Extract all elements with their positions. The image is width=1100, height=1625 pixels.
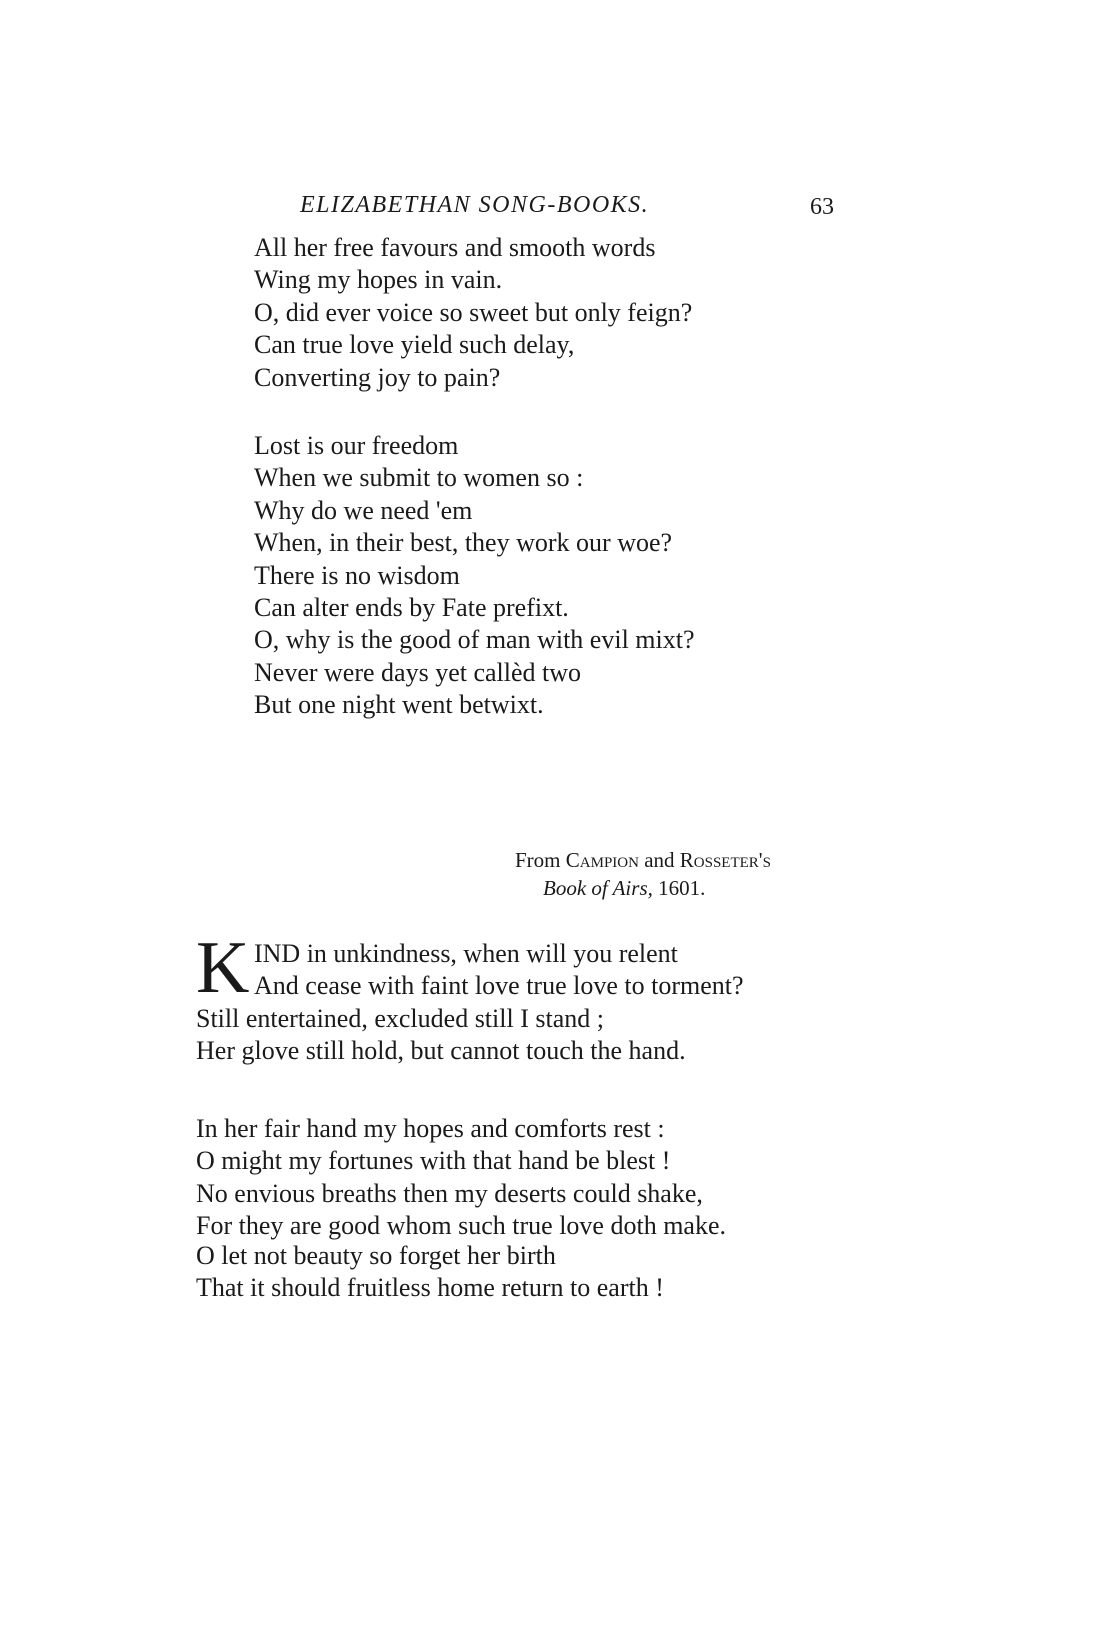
verse-line: O, why is the good of man with evil mixt?: [254, 625, 695, 655]
source-and: and: [644, 848, 675, 872]
running-title: ELIZABETHAN SONG-BOOKS.: [300, 192, 650, 218]
verse-line: O might my fortunes with that hand be blest !: [196, 1146, 671, 1176]
source-from: From: [515, 848, 561, 872]
verse-line: Why do we need 'em: [254, 495, 473, 525]
verse-line: O let not beauty so forget her birth: [196, 1241, 556, 1270]
verse-line: That it should fruitless home return to earth !: [196, 1273, 664, 1303]
source-author-2: Rosseter's: [679, 848, 771, 872]
verse-line: Her glove still hold, but cannot touch the hand.: [196, 1036, 686, 1066]
verse-line: There is no wisdom: [254, 560, 460, 590]
verse-line: Never were days yet callèd two: [254, 657, 582, 687]
verse-line: Still entertained, excluded still I stand ;: [196, 1003, 604, 1033]
source-author-1: Campion: [565, 848, 639, 872]
stanza-2: [254, 430, 695, 722]
verse-line: When, in their best, they work our woe?: [254, 528, 673, 558]
verse-line: Can true love yield such delay,: [254, 330, 575, 360]
source-book: Book of Airs,: [543, 876, 653, 900]
verse-line: But one night went betwixt.: [254, 690, 544, 720]
verse-line: Can alter ends by Fate prefixt.: [254, 593, 569, 623]
verse-line: Lost is our freedom: [254, 431, 459, 460]
poem-stanza-2: [196, 1113, 726, 1243]
verse-line: IND in unkindness, when will you relent: [254, 939, 678, 968]
source-year: 1601.: [658, 876, 706, 900]
poem-stanza-1: [196, 938, 744, 1068]
verse-line: Converting joy to pain?: [254, 362, 501, 392]
verse-line: Wing my hopes in vain.: [254, 265, 503, 295]
page-number: 63: [810, 194, 834, 220]
verse-line: No envious breaths then my deserts could shake,: [196, 1178, 703, 1208]
source-line: [515, 846, 771, 874]
verse-line: All her free favours and smooth words: [254, 233, 656, 262]
source-book-line: [515, 874, 771, 902]
verse-line: For they are good whom such true love doth make.: [196, 1211, 726, 1241]
verse-line: When we submit to women so :: [254, 463, 584, 493]
verse-line: O, did ever voice so sweet but only feign?: [254, 297, 693, 327]
poem-stanza-3: [196, 1240, 664, 1305]
stanza-1: [254, 232, 692, 394]
verse-line: In her fair hand my hopes and comforts rest :: [196, 1114, 665, 1143]
source-attribution: [515, 846, 771, 902]
drop-cap: K: [196, 927, 250, 1009]
verse-line: And cease with faint love true love to torment?: [254, 971, 744, 1001]
